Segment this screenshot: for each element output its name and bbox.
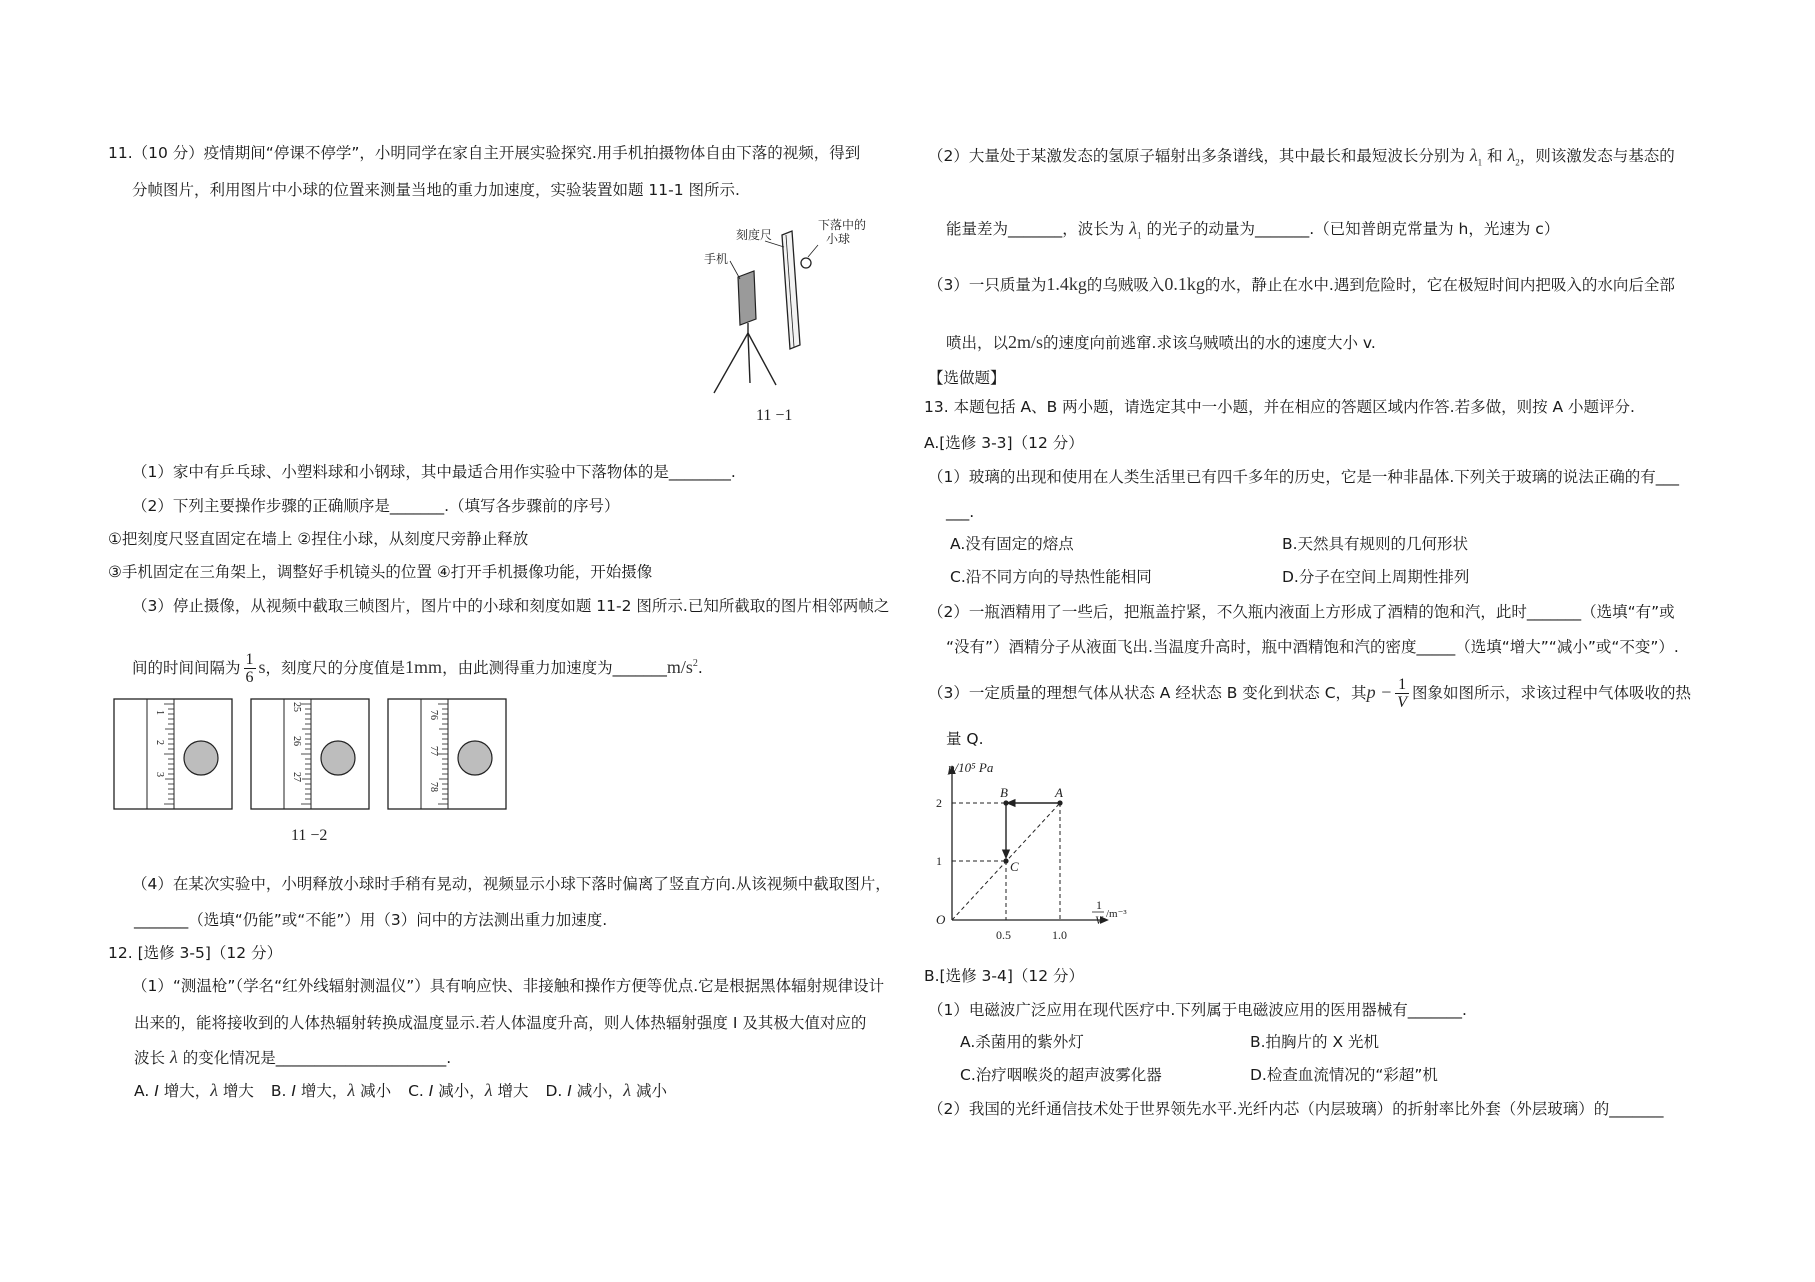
q12-part3-text: 喷出，以 — [946, 334, 1009, 352]
option-var: I — [154, 1082, 159, 1100]
option-text: 减小 — [631, 1082, 667, 1100]
b1-option-d: D.检查血流情况的“彩超”机 — [1250, 1066, 1438, 1084]
q12-part3-text: 的速度向前逃窜.求该乌贼喷出的水的速度大小 v. — [1043, 334, 1376, 352]
q11-part3-line1: （3）停止摄像，从视频中截取三帧图片，图片中的小球和刻度如题 11-2 图所示.已知所截取的图片相邻两帧之 — [132, 597, 890, 615]
a1-option-c: C.沿不同方向的导热性能相同 — [950, 568, 1152, 586]
q12-part1-line3 — [134, 1047, 451, 1068]
y-tick-2: 2 — [936, 796, 942, 810]
a1-line2: ___. — [946, 503, 975, 521]
tick-label: 78 — [428, 782, 439, 792]
b1-option-c: C.治疗咽喉炎的超声波雾化器 — [960, 1066, 1162, 1084]
q11-part2: （2）下列主要操作步骤的正确顺序是_______.（填写各步骤前的序号） — [132, 497, 620, 515]
section-b-title: B.[选修 3-4]（12 分） — [924, 967, 1085, 985]
q11-line2: 分帧图片，利用图片中小球的位置来测量当地的重力加速度，实验装置如题 11-1 图所示. — [132, 181, 740, 199]
figure-11-1-caption: 11 −1 — [756, 407, 793, 424]
ruler-shape — [782, 231, 800, 349]
x-tick-10: 1.0 — [1052, 928, 1067, 942]
q12-part3-line2 — [946, 332, 1376, 353]
option-text: 增大 — [218, 1082, 254, 1100]
q11-part1: （1）家中有乒乓球、小塑料球和小钢球，其中最适合用作实验中下落物体的是________. — [132, 463, 736, 481]
fraction-denominator: V — [1397, 694, 1407, 711]
q12-part2-text: （2）大量处于某激发态的氢原子辐射出多条谱线，其中最长和最短波长分别为 — [928, 147, 1465, 165]
a1-option-a: A.没有固定的熔点 — [950, 535, 1074, 553]
a1-option-d: D.分子在空间上周期性排列 — [1282, 568, 1470, 586]
tick-label: 77 — [428, 746, 439, 756]
option-letter: C. — [408, 1082, 429, 1100]
q12-title: 12. [选修 3-5]（12 分） — [108, 944, 283, 962]
b2-line: （2）我国的光纤通信技术处于世界领先水平.光纤内芯（内层玻璃）的折射率比外套（外层玻璃）的_______ — [928, 1100, 1664, 1118]
a3-fraction — [1395, 676, 1409, 711]
q12-part2-line1 — [928, 145, 1675, 173]
figure-11-2-caption: 11 −2 — [291, 827, 328, 844]
q11-part3-line2 — [132, 642, 703, 690]
ball-image — [321, 741, 355, 775]
tick-label: 3 — [154, 772, 165, 777]
accel-unit-base: m/s — [666, 657, 693, 677]
q12-part1-line1: （1）“测温枪”（学名“红外线辐射测温仪”）具有响应快、非接触和操作方便等优点.它是根据黑体辐射规律设计 — [132, 977, 885, 995]
a3-text: 图象如图所示，求该过程中气体吸收的热 — [1412, 684, 1692, 702]
q12-part2-text: 能量差为_______，波长为 — [946, 220, 1125, 238]
frame-2 — [251, 699, 369, 809]
point-b: B — [1000, 785, 1008, 800]
and-word: 和 — [1487, 147, 1503, 165]
a1-option-b: B.天然具有规则的几何形状 — [1282, 535, 1469, 553]
lambda-symbol: λ — [347, 1080, 356, 1100]
lambda-symbol: λ — [623, 1080, 632, 1100]
phone-shape — [738, 271, 756, 325]
option-letter: A. — [134, 1082, 155, 1100]
option-text: 减小， — [433, 1082, 485, 1100]
a3-line2: 量 Q. — [946, 730, 984, 748]
tick-label: 2 — [154, 740, 165, 745]
y-tick-1: 1 — [936, 854, 942, 868]
frame-1 — [114, 699, 232, 809]
graph-xlabel-den: V — [1095, 913, 1103, 927]
q12-part1-blank: 的变化情况是______________________. — [182, 1049, 452, 1067]
graph-origin: O — [936, 912, 946, 927]
time-fraction — [244, 651, 256, 686]
option-var: I — [428, 1082, 434, 1100]
squid-mass: 1.4kg — [1046, 274, 1087, 294]
q12-option-d — [545, 1082, 667, 1100]
accel-unit-exp: 2 — [692, 658, 698, 669]
falling-ball — [801, 258, 811, 268]
point-a: A — [1055, 785, 1063, 800]
q12-part3-text: （3）一只质量为 — [928, 276, 1047, 294]
q12-part2-line2 — [946, 218, 1559, 246]
squid-speed: 2m/s — [1008, 332, 1044, 352]
q11-steps-a: ①把刻度尺竖直固定在墙上 ②捏住小球，从刻度尺旁静止释放 — [108, 530, 529, 548]
option-text: 减小， — [571, 1082, 624, 1100]
frame-3 — [388, 699, 506, 809]
option-text: 增大 — [492, 1082, 529, 1100]
period: . — [697, 659, 703, 677]
a2-line1: （2）一瓶酒精用了一些后，把瓶盖拧紧，不久瓶内液面上方形成了酒精的饱和汽，此时_______（选填“有”或 — [928, 603, 1675, 621]
a1-line1: （1）玻璃的出现和使用在人类生活里已有四千多年的历史，它是一种非晶体.下列关于玻璃的说法正确的有___ — [928, 468, 1680, 486]
graph-xlabel-num: 1 — [1096, 898, 1102, 912]
point-c: C — [1010, 859, 1019, 874]
label-ball-2: 小球 — [826, 232, 851, 246]
q11-part4-line1: （4）在某次实验中，小明释放小球时手稍有晃动，视频显示小球下落时偏离了竖直方向.从该视频中截取图片， — [132, 875, 891, 893]
fraction-numerator: 1 — [1395, 676, 1409, 694]
q12-part1-line2: 出来的，能将接收到的人体热辐射转换成温度显示.若人体温度升高，则人体热辐射强度 I 及其极大值对应的 — [134, 1014, 867, 1032]
figure-11-2 — [113, 698, 509, 848]
q12-option-c — [408, 1082, 528, 1100]
q11-part3-text-c: ，由此测得重力加速度为_______ — [442, 659, 667, 677]
fraction-numerator: 1 — [245, 651, 254, 668]
accel-unit — [667, 657, 698, 677]
tick-label: 1 — [154, 710, 165, 715]
q12-part2-text: ，则该激发态与基态的 — [1519, 147, 1675, 165]
x-tick-05: 0.5 — [996, 928, 1011, 942]
lambda-1: $\lambda_1$ — [1129, 218, 1142, 241]
q11-line1: 11.（10 分）疫情期间“停课不停学”，小明同学在家自主开展实验探究.用手机拍摄物体自由下落的视频，得到 — [108, 144, 861, 162]
lambda-symbol: λ — [210, 1080, 218, 1100]
unit-seconds: s — [258, 657, 266, 677]
lambda-symbol: λ — [169, 1047, 178, 1067]
tick-label: 76 — [428, 710, 439, 720]
q11-part4-line2: _______（选填“仍能”或“不能”）用（3）问中的方法测出重力加速度. — [134, 911, 608, 929]
option-text: 增大， — [158, 1082, 211, 1100]
tick-label: 26 — [291, 736, 302, 746]
option-letter: D. — [545, 1082, 568, 1100]
graph-ylabel: p/10⁵ Pa — [948, 760, 994, 775]
tick-label: 27 — [291, 772, 302, 782]
option-var: I — [291, 1082, 296, 1100]
q12-part3-text: 的乌贼吸入 — [1086, 276, 1165, 294]
q12-part3-line1 — [928, 274, 1675, 295]
ball-image — [184, 741, 218, 775]
graph-xlabel-unit: /m⁻³ — [1106, 908, 1127, 920]
a3-text: （3）一定质量的理想气体从状态 A 经状态 B 变化到状态 C，其 — [928, 684, 1367, 702]
q12-part2-text: 的光子的动量为_______.（已知普朗克常量为 h，光速为 c） — [1146, 220, 1560, 238]
q13-intro: 13. 本题包括 A、B 两小题，请选定其中一小题，并在相应的答题区域内作答.若多做，则按 A 小题评分. — [924, 398, 1635, 416]
elective-heading: 【选做题】 — [928, 369, 1006, 387]
a3-line1 — [928, 670, 1691, 715]
a2-line2: “没有”）酒精分子从液面飞出.当温度升高时，瓶中酒精饱和汽的密度_____（选填“增大”“减小”或“不变”）. — [946, 638, 1679, 656]
q11-steps-b: ③手机固定在三角架上，调整好手机镜头的位置 ④打开手机摄像功能，开始摄像 — [108, 563, 653, 581]
lambda-2: $\lambda_2$ — [1507, 145, 1520, 168]
q11-part3-text-b: ，刻度尺的分度值是 — [265, 659, 406, 677]
q12-option-a — [134, 1082, 254, 1100]
section-a-title: A.[选修 3-3]（12 分） — [924, 434, 1084, 452]
b1-line: （1）电磁波广泛应用在现代医疗中.下列属于电磁波应用的医用器械有_______. — [928, 1001, 1467, 1019]
ruler-division: 1mm — [405, 657, 443, 677]
b1-option-b: B.拍胸片的 X 光机 — [1250, 1033, 1380, 1051]
q12-options — [134, 1080, 667, 1101]
q12-option-b — [271, 1082, 391, 1100]
water-mass: 0.1kg — [1164, 274, 1205, 294]
option-var: I — [567, 1082, 572, 1100]
lambda-symbol: λ — [484, 1080, 493, 1100]
fraction-denominator: 6 — [245, 669, 254, 686]
option-text: 增大， — [295, 1082, 348, 1100]
q11-part3-text-a: 间的时间间隔为 — [132, 659, 241, 677]
option-text: 减小 — [355, 1082, 392, 1100]
tick-label: 25 — [291, 702, 302, 712]
q12-part1-text: 波长 — [134, 1049, 166, 1067]
ball-image — [458, 741, 492, 775]
q12-part3-text: 的水，静止在水中.遇到危险时，它在极短时间内把吸入的水向后全部 — [1204, 276, 1675, 294]
p-symbol: p − — [1366, 682, 1393, 702]
label-phone: 手机 — [704, 252, 729, 266]
pv-graph — [920, 755, 1140, 945]
option-letter: B. — [270, 1082, 292, 1100]
lambda-1: $\lambda_1$ — [1469, 145, 1483, 168]
label-ruler: 刻度尺 — [736, 228, 773, 242]
figure-11-1 — [700, 215, 890, 430]
b1-option-a: A.杀菌用的紫外灯 — [960, 1033, 1084, 1051]
label-ball-1: 下落中的 — [818, 218, 867, 232]
